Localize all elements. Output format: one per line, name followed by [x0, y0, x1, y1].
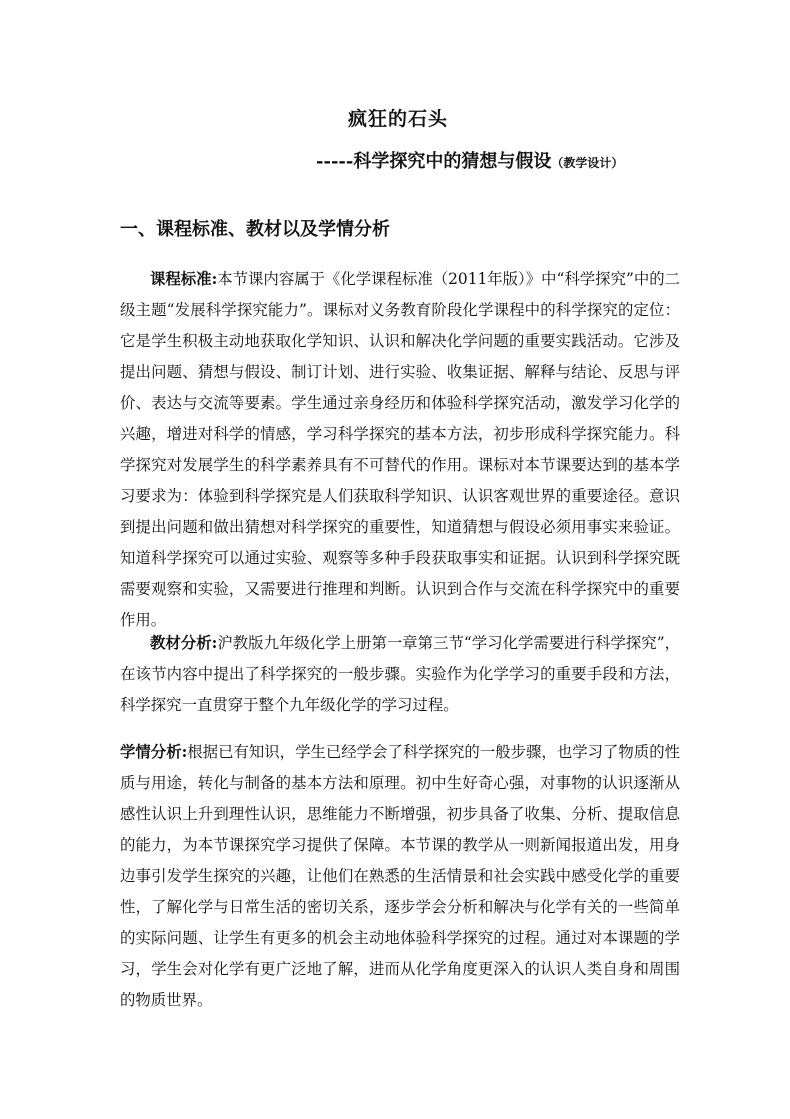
paragraph-text: 沪教版九年级化学上册第一章第三节“学习化学需要进行科学探究”，在该节内容中提出了科学探究的一般步骤。实验作为化学学习的重要手段和方法，科学探究一直贯穿于整个九年级化学的学习过程。 [120, 634, 680, 714]
paragraph-textbook-analysis [120, 628, 680, 721]
document-subtitle [316, 147, 623, 173]
paragraph-student-analysis [120, 737, 680, 1016]
paragraph-label: 学情分析: [120, 743, 188, 761]
subtitle-main: -----科学探究中的猜想与假设 [316, 151, 552, 172]
section-heading: 一、课程标准、教材以及学情分析 [120, 219, 390, 240]
paragraph-curriculum-standard [120, 264, 680, 636]
paragraph-label: 教材分析: [150, 634, 218, 652]
paragraph-label: 课程标准: [150, 270, 218, 288]
document-title: 疯狂的石头 [348, 108, 449, 130]
paragraph-text: 本节课内容属于《化学课程标准（2011年版）》中“科学探究”中的二级主题“发展科学探究能力”。课标对义务教育阶段化学课程中的科学探究的定位：它是学生积极主动地获取化学知识、认识和解决化学问题的重要实践活动。它涉及提出问题、猜想与假设、制订计划、进行实验、收集证据、解释与结论、反思与评价、表达与交流等要素。学生通过亲身经历和体验科学探究活动，激发学习化学的兴趣，增进对科学的情感，学习科学探究的基本方法，初步形成科学探究能力。科学探究对发展学生的科学素养具有不可替代的作用。课标对本节课要达到的基本学习要求为：体验到科学探究是人们获取科学知识、认识客观世界的重要途径。意识到提出问题和做出猜想对科学探究的重要性，知道猜想与假设必须用事实来验证。知道科学探究可以通过实验、观察等多种手段获取事实和证据。认识到科学探究既需要观察和实验，又需要进行推理和判断。认识到合作与交流在科学探究中的重要作用。 [120, 270, 681, 629]
subtitle-note: （教学设计） [551, 156, 624, 170]
paragraph-text: 根据已有知识，学生已经学会了科学探究的一般步骤，也学习了物质的性质与用途，转化与制备的基本方法和原理。初中生好奇心强，对事物的认识逐渐从感性认识上升到理性认识，思维能力不断增强，初步具备了收集、分析、提取信息的能力，为本节课探究学习提供了保障。本节课的教学从一则新闻报道出发，用身边事引发学生探究的兴趣，让他们在熟悉的生活情景和社会实践中感受化学的重要性，了解化学与日常生活的密切关系，逐步学会分析和解决与化学有关的一些简单的实际问题、让学生有更多的机会主动地体验科学探究的过程。通过对本课题的学习，学生会对化学有更广泛地了解，进而从化学角度更深入的认识人类自身和周围的物质世界。 [120, 743, 680, 1009]
